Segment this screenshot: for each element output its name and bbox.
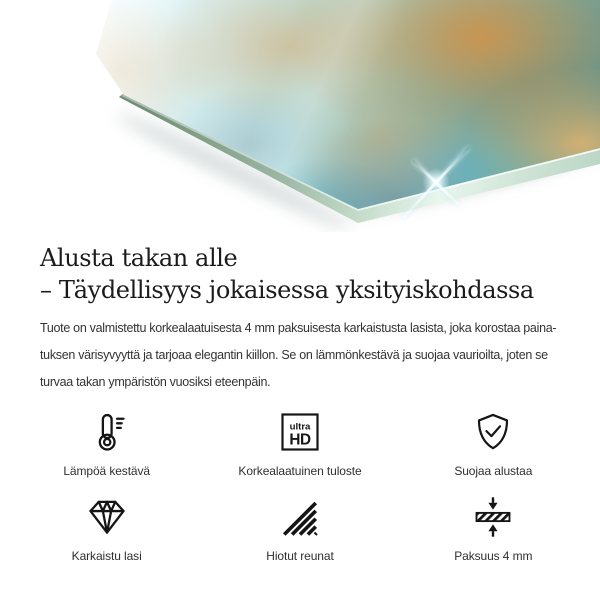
feature-print-quality (203, 410, 396, 478)
feature-label: Karkaistu lasi (71, 549, 142, 563)
feature-label: Paksuus 4 mm (454, 549, 533, 563)
feature-protects-surface (397, 410, 590, 478)
page-title (40, 242, 560, 306)
polished-edges-icon (278, 495, 322, 539)
feature-heat-resistant (10, 410, 203, 478)
page-title-line1: Alusta takan alle (40, 244, 238, 272)
ultra-hd-icon (278, 410, 322, 454)
description-line: tuksen värisyvyyttä ja tarjoaa elegantin kiillon. Se on lämmönkestävä ja suojaa vaurioilta, joten se (40, 348, 548, 362)
feature-polished-edges (203, 495, 396, 563)
description-line: Tuote on valmistettu korkealaatuisesta 4 mm paksuisesta karkaistusta lasista, joka korostaa paina- (40, 321, 557, 335)
page-title-line2: – Täydellisyys jokaisessa yksityiskohdassa (40, 276, 534, 304)
hd-label: HD (289, 431, 311, 449)
ultra-label: ultra (289, 421, 311, 433)
description-line: turvaa takan ympäristön vuosiksi eteenpäin. (40, 375, 271, 389)
feature-label: Hiotut reunat (266, 549, 334, 563)
feature-label: Korkealaatuinen tuloste (238, 464, 362, 478)
feature-thickness (397, 495, 590, 563)
feature-label: Suojaa alustaa (454, 464, 533, 478)
diamond-icon (85, 495, 129, 539)
feature-tempered-glass (10, 495, 203, 563)
features-grid (10, 410, 590, 563)
thermometer-icon (85, 410, 129, 454)
product-photo (0, 0, 600, 232)
thickness-icon (471, 495, 515, 539)
feature-label: Lämpöä kestävä (63, 464, 150, 478)
shield-check-icon (471, 410, 515, 454)
description-paragraph (40, 315, 560, 396)
